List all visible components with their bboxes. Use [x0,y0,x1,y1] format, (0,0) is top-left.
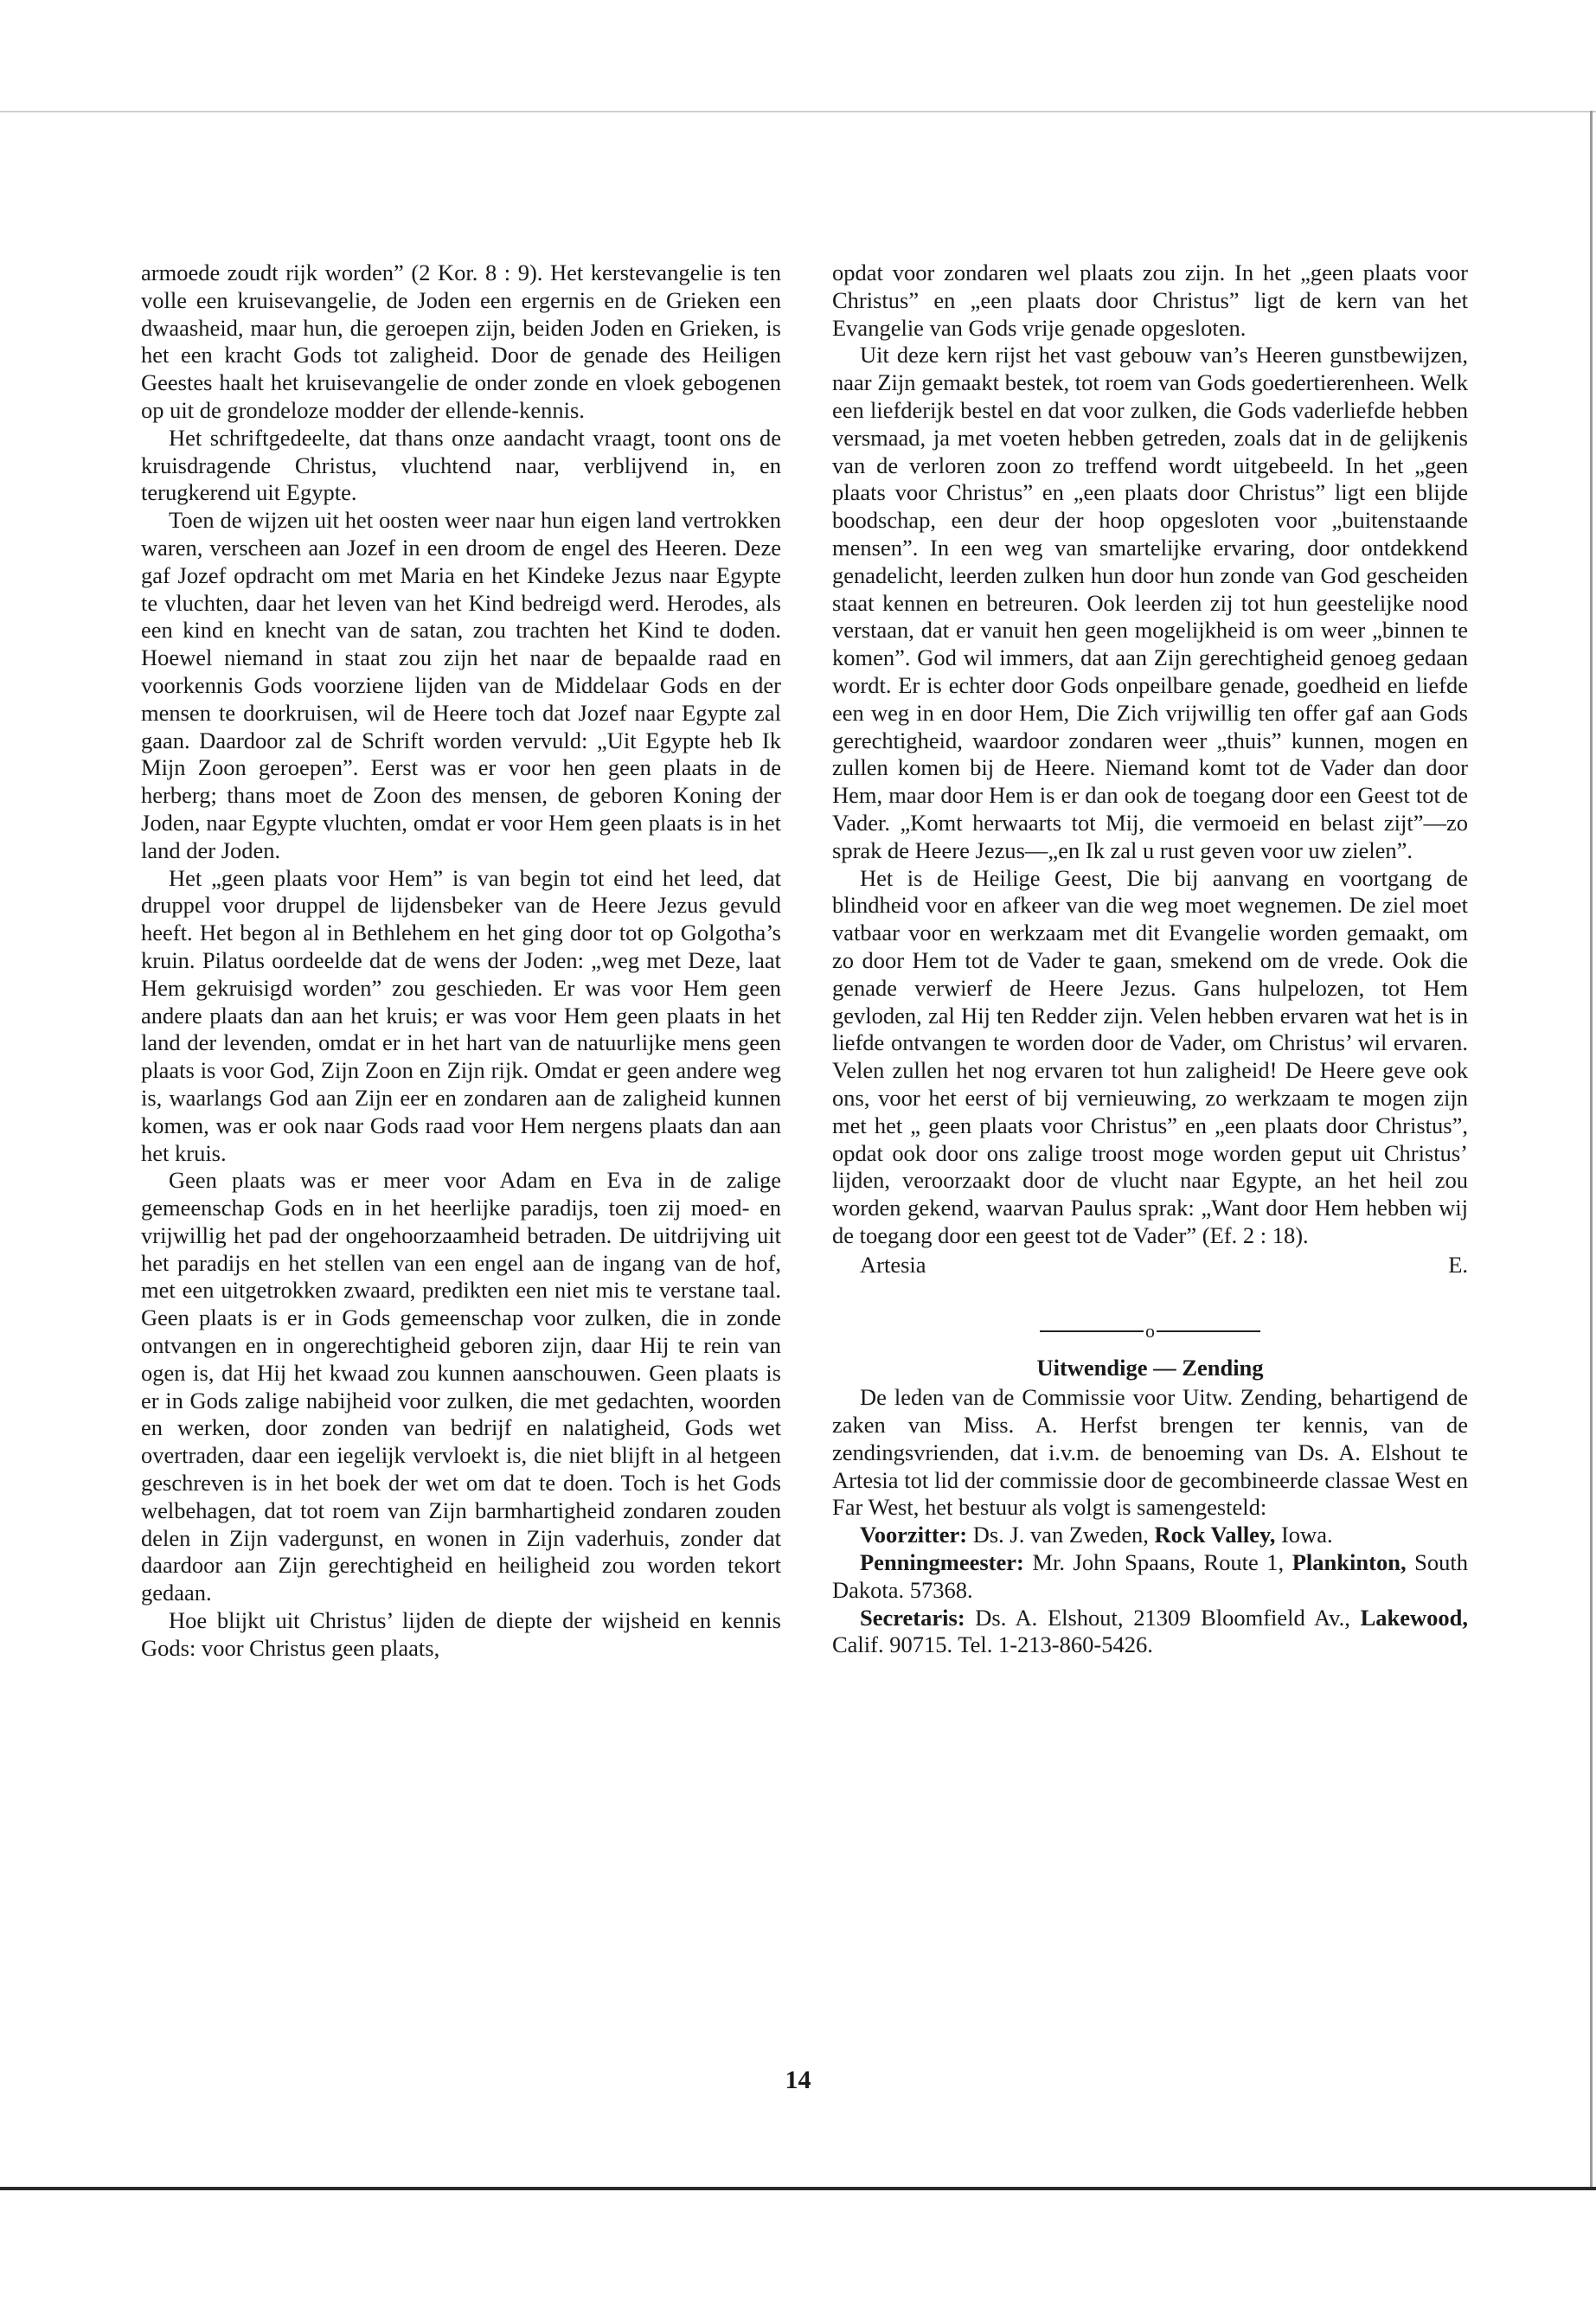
signature-place: Artesia [860,1251,926,1278]
paragraph: Geen plaats was er meer voor Adam en Eva in de zalige gemeenschap Gods en in het heerlijke paradijs, toen zij moed- en vrijwillig het pad der ongehoorzaamheid betraden. De uitdrijving uit het paradijs en het stellen van een engel aan de ingang van de hof, met een uitgetrokken zwaard, predikten een niet mis te verstane taal. Geen plaats is er in Gods gemeenschap voor zulken, die in zonde ontvangen en in ongerechtigheid geboren zijn, daar Hij te rein van ogen is, dat Hij het kwaad zou kunnen aanschouwen. Geen plaats is er in Gods zalige nabijheid voor zulken, die met gedachten, woorden en werken, door zonden van bedrijf en nalatigheid, Gods wet overtraden, daar een iegelijk vervloekt is, die niet blijft in al hetgeen geschreven is in het boek der wet om dat te doen. Toch is het Gods welbehagen, dat tot roem van Zijn barmhartigheid zondaren zouden delen in Zijn vadergunst, en wonen in Zijn vaderhuis, zonder dat daardoor aan Zijn gerechtigheid en heiligheid zou worden tekort gedaan. [141,1167,781,1606]
officer-details: Mr. John Spaans, Route 1, [1032,1549,1285,1576]
officer-line [832,1549,1468,1605]
section-intro: De leden van de Commissie voor Uitw. Zending, behartigend de zaken van Miss. A. Herfst brengen ter kennis, van de zendingsvrienden, dat i.v.m. de benoeming van Ds. A. Elshout te Artesia tot lid der commissie door de gecombineerde classae West en Far West, het bestuur als volgt is samengesteld: [832,1384,1468,1521]
officer-place: Plankinton, [1292,1549,1407,1576]
section-title: Uitwendige — Zending [1036,1355,1264,1381]
signature [832,1252,1468,1279]
scan-border-right [1590,111,1593,2187]
separator-rule-left [1040,1330,1144,1332]
officer-trailing: Calif. 90715. Tel. 1-213-860-5426. [832,1631,1153,1658]
scan-border-bottom [0,2187,1596,2190]
paragraph: opdat voor zondaren wel plaats zou zijn. In het „geen plaats voor Christus” en „een plaats door Christus” ligt de kern van het Evangelie van Gods vrije genade opgesloten. [832,260,1468,341]
officer-role: Secretaris: [860,1604,965,1631]
paragraph: Het schriftgedeelte, dat thans onze aandacht vraagt, toont ons de kruisdragende Christus, vluchtend naar, verblijvend in, en terugkerend uit Egypte. [141,424,781,506]
paragraph: Het „geen plaats voor Hem” is van begin tot eind het leed, dat druppel voor druppel de lijdensbeker van de Heere Jezus gevuld heeft. Het begon al in Bethlehem en het ging door tot op Golgotha’s kruin. Pilatus oordeelde dat de wens der Joden: „weg met Deze, laat Hem gekruisigd worden” zou geschieden. Er was voor Hem geen andere plaats dan aan het kruis; er was voor Hem geen plaats in het land der levenden, omdat er in het hart van de natuurlijke mens geen plaats is voor God, Zijn Zoon en Zijn rijk. Omdat er geen andere weg is, waarlangs God aan Zijn eer en zondaren aan de zaligheid kunnen komen, was er ook naar Gods raad voor Hem nergens plaats dan aan het kruis. [141,864,781,1166]
officer-line [832,1522,1468,1549]
paragraph: Toen de wijzen uit het oosten weer naar hun eigen land vertrokken waren, verscheen aan Jozef in een droom de engel des Heeren. Deze gaf Jozef opdracht om met Maria en het Kindeke Jezus naar Egypte te vluchten, daar het leven van het Kind bedreigd werd. Herodes, als een kind en knecht van de satan, zou trachten het Kind te doden. Hoewel niemand in staat zou zijn het naar de bepaalde raad en voorkennis Gods voorziene lijden van de Middelaar Gods en der mensen te doorkruisen, wil de Heere toch dat Jozef naar Egypte zal gaan. Daardoor zal de Schrift worden vervuld: „Uit Egypte heb Ik Mijn Zoon geroepen”. Eerst was er voor hen geen plaats in de herberg; thans moet de Zoon des mensen, de geboren Koning der Joden, naar Egypte vluchten, omdat er voor Hem geen plaats is in het land der Joden. [141,507,781,863]
officer-place: Lakewood, [1360,1604,1468,1631]
separator-rule-right [1157,1330,1260,1332]
officer-place: Rock Valley, [1154,1522,1276,1548]
right-column [832,260,1468,1659]
officer-trailing: South Dakota. 57368. [832,1549,1468,1603]
section-separator [832,1320,1468,1341]
separator-mark: o [1145,1320,1155,1343]
officer-line [832,1605,1468,1660]
scan-border-top [0,111,1596,112]
officer-role: Penningmeester: [860,1549,1024,1576]
left-column [141,260,781,1663]
officer-details: Ds. A. Elshout, 21309 Bloomfield Av., [975,1604,1350,1631]
officer-details: Ds. J. van Zweden, [972,1522,1149,1548]
signature-initial: E. [1448,1251,1468,1278]
paragraph: armoede zoudt rijk worden” (2 Kor. 8 : 9). Het kerstevangelie is ten volle een kruisevangelie, de Joden een ergernis en de Grieken een dwaasheid, maar hun, die geroepen zijn, beiden Joden en Grieken, is het een kracht Gods tot zaligheid. Door de genade des Heiligen Geestes haalt het kruisevangelie de onder zonde en vloek gebogenen op uit de grondeloze modder der ellende-kennis. [141,260,781,423]
page-number: 14 [785,2066,811,2094]
officer-trailing: Iowa. [1280,1522,1333,1548]
paragraph: Hoe blijkt uit Christus’ lijden de diepte der wijsheid en kennis Gods: voor Christus geen plaats, [141,1607,781,1661]
paragraph: Uit deze kern rijst het vast gebouw van’s Heeren gunstbewijzen, naar Zijn gemaakt bestek, tot roem van Gods goedertierenheen. Welk een liefderijk bestel en dat voor zulken, die Gods vaderliefde hebben versmaad, ja met voeten hebben getreden, zoals dat in de gelijkenis van de verloren zoon zo treffend wordt uitgebeeld. In het „geen plaats voor Christus” en „een plaats door Christus” ligt een blijde boodschap, een deur der hoop opgesloten voor „buitenstaande mensen”. In een weg van smartelijke ervaring, door ontdekkend genadelicht, leerden zulken hun door hun zonde van God gescheiden staat kennen en betreuren. Ook leerden zij tot hun geestelijke nood verstaan, dat er vanuit hen geen mogelijkheid is om weer „binnen te komen”. God wil immers, dat aan Zijn gerechtigheid genoeg gedaan wordt. Er is echter door Gods onpeilbare genade, goedheid en liefde een weg in en door Hem, Die Zich vrijwillig ten offer gaf aan Gods gerechtigheid, waardoor zondaren weer „thuis” kunnen, mogen en zullen komen bij de Heere. Niemand komt tot de Vader dan door Hem, maar door Hem is er dan ook de toegang door een Geest tot de Vader. „Komt herwaarts tot Mij, die vermoeid en belast zijt”—zo sprak de Heere Jezus—„en Ik zal u rust geven voor uw zielen”. [832,342,1468,863]
paragraph: Het is de Heilige Geest, Die bij aanvang en voortgang de blindheid voor en afkeer van die weg moet wegnemen. De ziel moet vatbaar voor en werkzaam met dit Evangelie worden gemaakt, om zo door Hem tot de Vader te gaan, smekend om de vrede. Ook die genade verwierf de Heere Jezus. Gans hulpelozen, tot Hem gevloden, zal Hij ten Redder zijn. Velen hebben ervaren wat het is in liefde ontvangen te worden door de Vader, om Christus’ wil ervaren. Velen zullen het nog ervaren tot hun zaligheid! De Heere geve ook ons, voor het eerst of bij vernieuwing, zo werkzaam te mogen zijn met het „ geen plaats voor Christus” en „een plaats door Christus”, opdat ook door ons zalige troost moge worden geput uit Christus’ lijden, veroorzaakt door de vlucht naar Egypte, an het heil zou worden gekend, waarvan Paulus sprak: „Want door Hem hebben wij de toegang door een geest tot de Vader” (Ef. 2 : 18). [832,864,1468,1248]
officer-role: Voorzitter: [860,1522,968,1548]
